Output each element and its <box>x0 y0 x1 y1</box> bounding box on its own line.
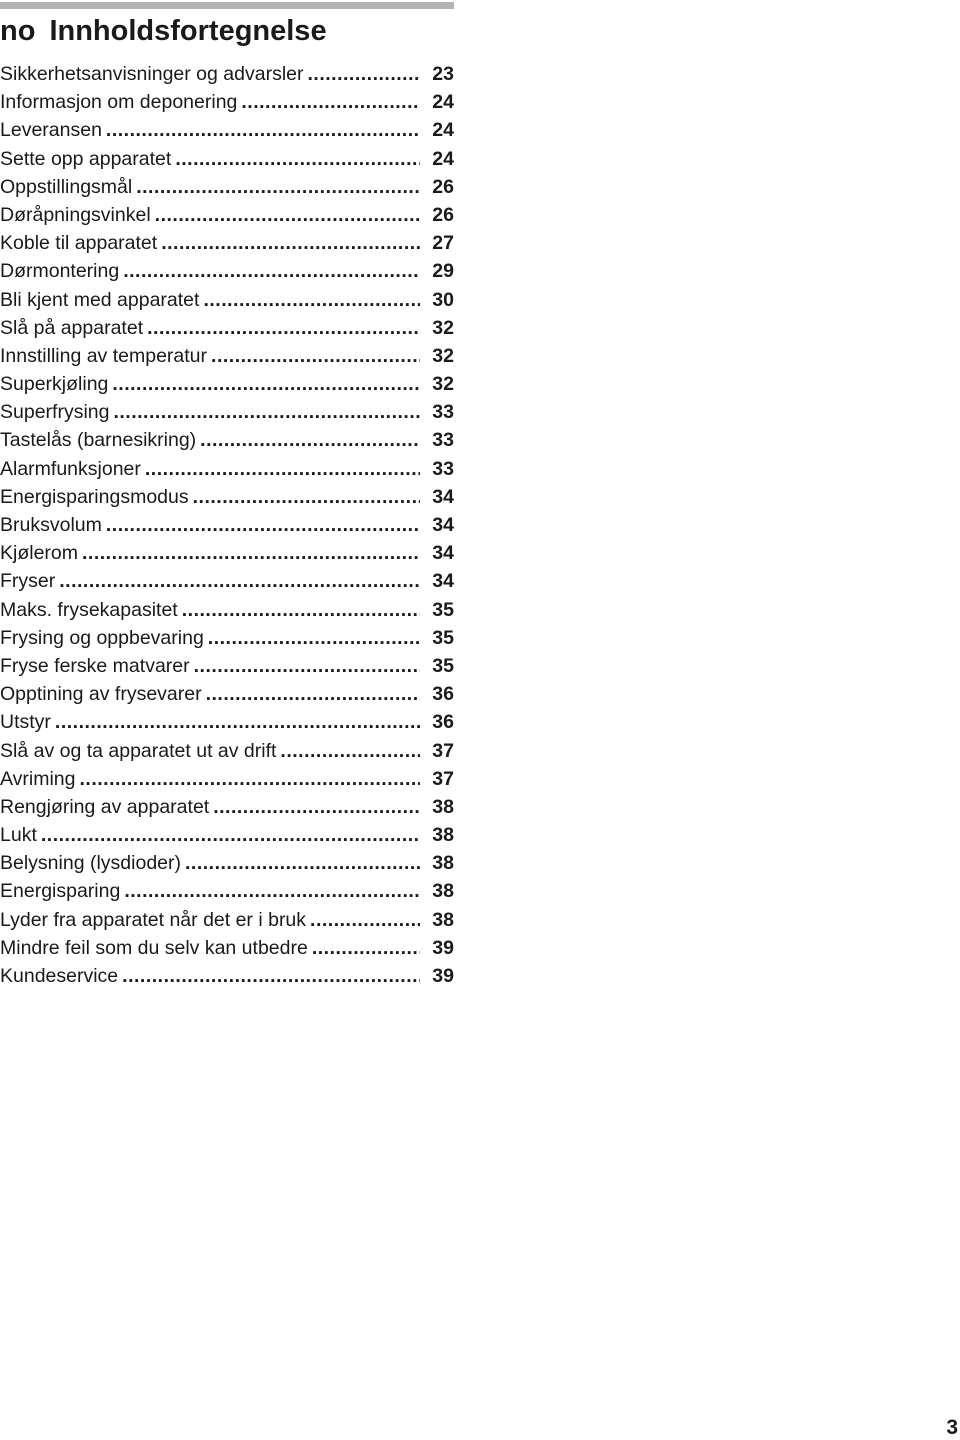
toc-entry-page: 38 <box>432 908 454 931</box>
toc-entry-title: Kundeservice <box>0 965 119 987</box>
toc-entry-title: Bruksvolum <box>0 514 102 536</box>
toc-entry[interactable] <box>0 286 454 314</box>
toc-entry-title: Innstilling av temperatur <box>0 344 208 367</box>
toc-entry[interactable] <box>0 596 454 624</box>
toc-dot-leader <box>203 286 420 314</box>
toc-entry-page: 24 <box>432 91 454 114</box>
toc-dot-leader <box>122 962 420 990</box>
toc-entry[interactable] <box>0 765 454 793</box>
toc-entry[interactable] <box>0 60 454 88</box>
toc-entry[interactable] <box>0 257 454 285</box>
toc-entry-title: Energisparing <box>0 880 121 903</box>
toc-entry-page: 38 <box>432 795 454 818</box>
toc-entry-page: 32 <box>432 344 454 367</box>
toc-dot-leader <box>206 680 420 708</box>
toc-entry-title: Frysing og oppbevaring <box>0 626 204 649</box>
toc-entry[interactable] <box>0 398 454 426</box>
toc-dot-leader <box>82 539 420 567</box>
toc-entry-page: 34 <box>432 570 454 593</box>
toc-entry-page: 38 <box>432 824 454 847</box>
toc-entry-title: Mindre feil som du selv kan utbedre <box>0 936 308 959</box>
toc-entry[interactable] <box>0 229 454 257</box>
toc-dot-leader <box>155 201 420 229</box>
toc-dot-leader <box>106 511 420 539</box>
toc-entry-page: 36 <box>432 683 454 706</box>
toc-entry-title: Belysning (lysdioder) <box>0 852 181 875</box>
table-of-contents <box>0 60 454 990</box>
toc-entry-page: 26 <box>432 203 454 226</box>
toc-entry-page: 34 <box>432 514 454 536</box>
toc-entry[interactable] <box>0 201 454 229</box>
toc-entry-title: Opptining av frysevarer <box>0 683 202 706</box>
toc-entry-title: Maks. frysekapasitet <box>0 598 178 621</box>
toc-entry-page: 33 <box>432 457 454 480</box>
toc-entry-title: Fryser <box>0 570 56 593</box>
toc-dot-leader <box>193 483 420 511</box>
toc-entry[interactable] <box>0 173 454 201</box>
toc-entry[interactable] <box>0 116 454 144</box>
toc-entry[interactable] <box>0 652 454 680</box>
toc-entry-title: Leveransen <box>0 119 102 142</box>
toc-entry[interactable] <box>0 567 454 595</box>
toc-entry-page: 32 <box>432 373 454 396</box>
toc-dot-leader <box>41 821 420 849</box>
page-title-text: Innholdsfortegnelse <box>49 15 327 47</box>
page-number: 3 <box>946 1416 958 1439</box>
toc-entry[interactable] <box>0 483 454 511</box>
header-rule <box>0 2 454 9</box>
toc-entry[interactable] <box>0 849 454 877</box>
toc-entry[interactable] <box>0 906 454 934</box>
toc-dot-leader <box>194 652 420 680</box>
toc-entry-title: Fryse ferske matvarer <box>0 654 190 677</box>
toc-dot-leader <box>161 229 420 257</box>
toc-entry-title: Koble til apparatet <box>0 232 158 255</box>
toc-entry-page: 37 <box>432 739 454 762</box>
toc-entry-title: Rengjøring av apparatet <box>0 795 210 818</box>
toc-entry-title: Energisparingsmodus <box>0 485 189 508</box>
toc-entry[interactable] <box>0 708 454 736</box>
toc-entry[interactable] <box>0 680 454 708</box>
toc-entry[interactable] <box>0 455 454 483</box>
toc-entry[interactable] <box>0 737 454 765</box>
toc-dot-leader <box>213 793 420 821</box>
toc-entry[interactable] <box>0 426 454 454</box>
toc-dot-leader <box>185 849 420 877</box>
toc-dot-leader <box>308 60 421 88</box>
toc-entry-title: Informasjon om deponering <box>0 91 238 114</box>
toc-entry-title: Oppstillingsmål <box>0 175 133 198</box>
toc-entry-title: Slå av og ta apparatet ut av drift <box>0 739 277 762</box>
language-code: no <box>0 15 36 47</box>
toc-entry-title: Sette opp apparatet <box>0 147 172 170</box>
toc-entry-title: Døråpningsvinkel <box>0 203 151 226</box>
toc-entry[interactable] <box>0 624 454 652</box>
toc-entry-page: 39 <box>432 965 454 987</box>
toc-entry-page: 35 <box>432 598 454 621</box>
toc-dot-leader <box>312 934 420 962</box>
toc-entry[interactable] <box>0 511 454 539</box>
toc-entry-title: Sikkerhetsanvisninger og advarsler <box>0 63 304 85</box>
toc-entry-page: 34 <box>432 542 454 565</box>
toc-entry-page: 37 <box>432 767 454 790</box>
toc-dot-leader <box>147 314 420 342</box>
toc-dot-leader <box>280 737 420 765</box>
toc-dot-leader <box>80 765 421 793</box>
toc-entry-title: Lyder fra apparatet når det er i bruk <box>0 908 307 931</box>
toc-entry-title: Dørmontering <box>0 260 120 283</box>
toc-dot-leader <box>136 173 420 201</box>
toc-entry-page: 35 <box>432 626 454 649</box>
toc-entry[interactable] <box>0 821 454 849</box>
toc-entry-page: 23 <box>432 63 454 85</box>
toc-entry-page: 27 <box>432 232 454 255</box>
toc-dot-leader <box>124 877 420 905</box>
toc-dot-leader <box>200 426 420 454</box>
toc-entry-page: 24 <box>432 147 454 170</box>
toc-entry-page: 24 <box>432 119 454 142</box>
toc-dot-leader <box>211 342 420 370</box>
toc-dot-leader <box>241 88 420 116</box>
toc-dot-leader <box>59 567 420 595</box>
toc-entry-title: Tastelås (barnesikring) <box>0 429 197 452</box>
toc-dot-leader <box>208 624 420 652</box>
toc-entry[interactable] <box>0 934 454 962</box>
toc-dot-leader <box>112 370 420 398</box>
toc-dot-leader <box>175 145 420 173</box>
toc-entry-title: Kjølerom <box>0 542 79 565</box>
toc-entry[interactable] <box>0 342 454 370</box>
toc-entry[interactable] <box>0 370 454 398</box>
toc-entry-page: 35 <box>432 654 454 677</box>
toc-entry-page: 38 <box>432 852 454 875</box>
toc-entry[interactable] <box>0 145 454 173</box>
toc-entry[interactable] <box>0 962 454 990</box>
toc-entry-title: Superkjøling <box>0 373 109 396</box>
toc-entry-title: Avriming <box>0 767 76 790</box>
toc-entry-title: Lukt <box>0 824 37 847</box>
toc-entry-page: 33 <box>432 401 454 424</box>
toc-dot-leader <box>123 257 420 285</box>
toc-dot-leader <box>55 708 420 736</box>
toc-entry-title: Bli kjent med apparatet <box>0 288 200 311</box>
toc-dot-leader <box>106 116 420 144</box>
toc-entry-title: Alarmfunksjoner <box>0 457 141 480</box>
toc-entry-title: Superfrysing <box>0 401 110 424</box>
toc-entry-page: 36 <box>432 711 454 734</box>
toc-entry-title: Slå på apparatet <box>0 316 144 339</box>
toc-dot-leader <box>113 398 420 426</box>
toc-entry[interactable] <box>0 877 454 905</box>
toc-entry-page: 33 <box>432 429 454 452</box>
toc-entry-page: 32 <box>432 316 454 339</box>
toc-entry[interactable] <box>0 539 454 567</box>
toc-entry-page: 38 <box>432 880 454 903</box>
toc-entry-page: 26 <box>432 175 454 198</box>
toc-entry[interactable] <box>0 793 454 821</box>
toc-dot-leader <box>310 906 420 934</box>
toc-entry[interactable] <box>0 88 454 116</box>
toc-entry-page: 39 <box>432 936 454 959</box>
toc-entry-page: 29 <box>432 260 454 283</box>
toc-entry-page: 34 <box>432 485 454 508</box>
toc-dot-leader <box>145 455 420 483</box>
toc-dot-leader <box>182 596 420 624</box>
toc-entry-page: 30 <box>432 288 454 311</box>
toc-entry-title: Utstyr <box>0 711 51 734</box>
toc-entry[interactable] <box>0 314 454 342</box>
page-title <box>0 12 327 50</box>
